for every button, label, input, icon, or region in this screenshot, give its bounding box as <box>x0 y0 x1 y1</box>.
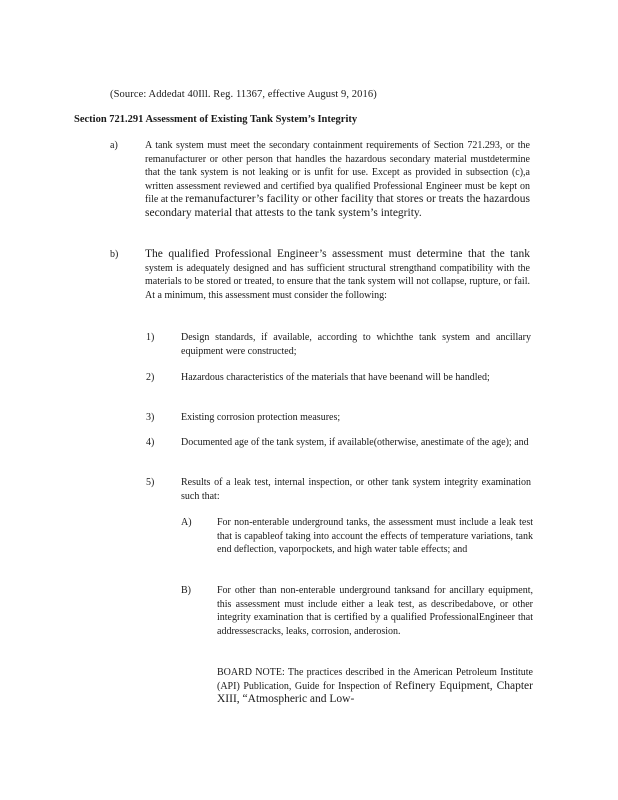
paragraph-a-body <box>145 139 530 221</box>
list-item-text: Results of a leak test, internal inspection, or other tank system integrity examination such that: <box>181 477 531 502</box>
paragraph-b-body <box>145 248 530 302</box>
section-heading: Section 721.291 Assessment of Existing Tank System’s Integrity <box>74 114 358 125</box>
list-item-text: Documented age of the tank system, if available(otherwise, anestimate of the age); and <box>181 437 529 448</box>
paragraph-a-label: a) <box>110 140 118 151</box>
list-item-label: 1) <box>146 332 155 343</box>
paragraph-a-text-small: A tank system must meet the secondary containment requirements of Section 721.293, or the remanufacturer or other person that handles the hazardous secondary material mustdetermine that the tank system is not leaking or is unfit for use. Except as provided in subsection (c),a written assessment reviewed and certified bya qualified Professional Engineer must be kept on file at the <box>145 140 530 206</box>
list-item-text: Existing corrosion protection measures; <box>181 412 341 423</box>
sub-list-item-text: For non-enterable underground tanks, the assessment must include a leak test that is capableof taking into account the effects of temperature variations, tank end deflection, vaporpockets, and high water table effects; and <box>217 517 533 556</box>
paragraph-b-text-large: The qualified Professional Engineer’s assessment must determine that the tank <box>145 248 530 260</box>
source-note: (Source: Addedat 40Ill. Reg. 11367, effective August 9, 2016) <box>110 89 377 100</box>
list-item-label: 3) <box>146 412 155 423</box>
paragraph-b-label: b) <box>110 249 119 260</box>
sub-list-item-label: A) <box>181 517 192 528</box>
sub-list-item-label: B) <box>181 585 191 596</box>
list-item-text: Hazardous characteristics of the materials that have beenand will be handled; <box>181 372 490 383</box>
paragraph-b-text-small: system is adequately designed and has sufficient structural strengthand compatibility with the materials to be stored or treated, to ensure that the tank system will not collapse, rupture, or fail. At a minimum, this assessment must consider the following: <box>145 262 530 301</box>
paragraph-a-text-large: remanufacturer’s facility or other facility that stores or treats the hazardous secondary material that attests to the tank system’s integrity. <box>145 193 531 219</box>
list-item-text: Design standards, if available, according to whichthe tank system and ancillary equipment were constructed; <box>181 332 531 357</box>
board-note-text-large: Refinery Equipment, Chapter XIII, “Atmospheric and Low- <box>217 679 533 706</box>
list-item-label: 4) <box>146 437 155 448</box>
board-note <box>217 666 533 707</box>
sub-list-item-text: For other than non-enterable underground tanksand for ancillary equipment, this assessment must include either a leak test, as describedabove, or other integrity examination that is certified by a qualified ProfessionalEngineer that addressescracks, leaks, corrosion, anderosion. <box>217 585 533 637</box>
list-item-label: 2) <box>146 372 155 383</box>
list-item-label: 5) <box>146 477 155 488</box>
board-note-text-small: BOARD NOTE: The practices described in the American Petroleum Institute (API) Publication, Guide for Inspection of <box>217 667 533 692</box>
